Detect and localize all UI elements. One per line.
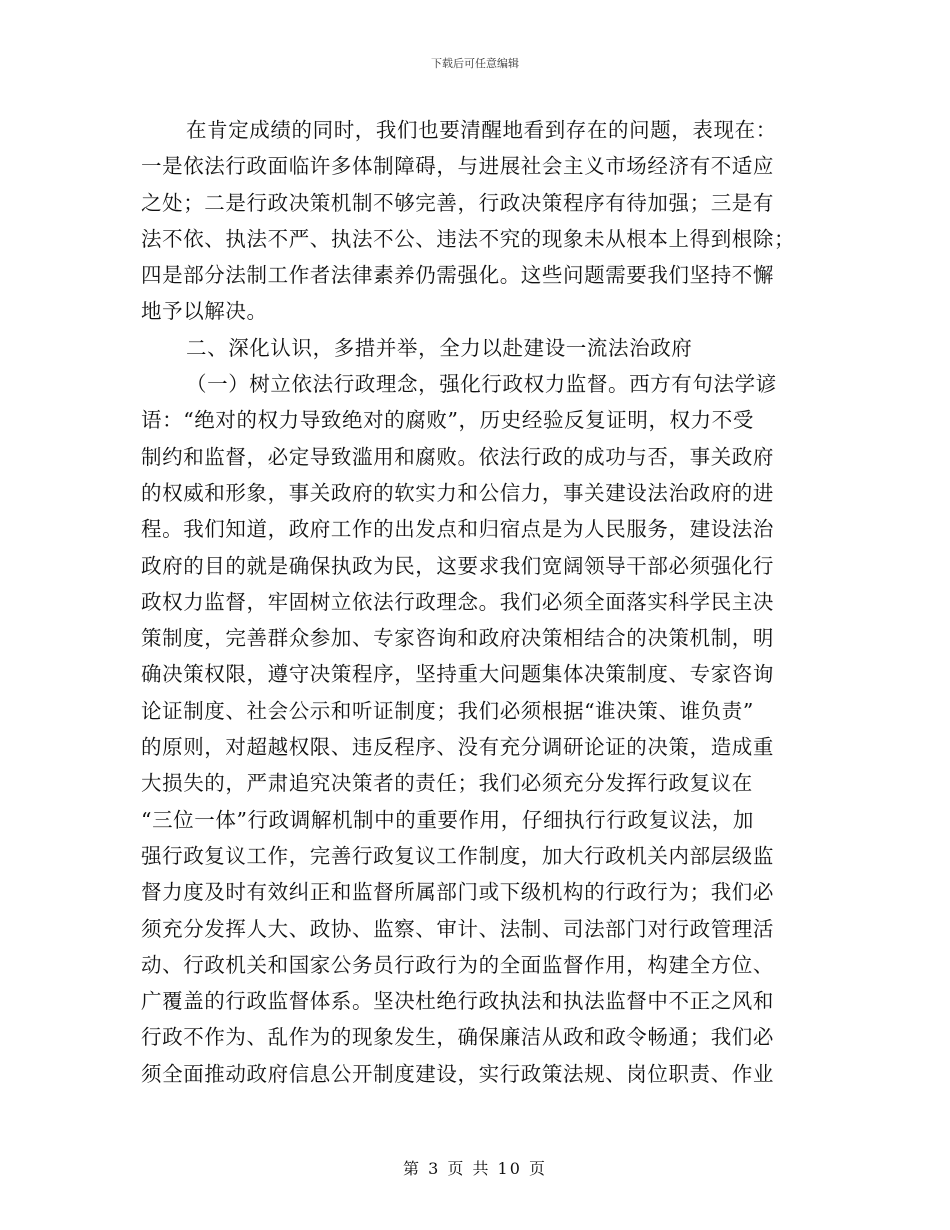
paragraph-line: 之处；二是行政决策机制不够完善，行政决策程序有待加强；三是有 bbox=[141, 190, 774, 215]
paragraph-line: （一）树立依法行政理念，强化行政权力监督。西方有句法学谚 bbox=[186, 372, 777, 397]
paragraph-line: 一是依法行政面临许多体制障碍，与进展社会主义市场经济有不适应 bbox=[141, 154, 774, 179]
paragraph-line: 政府的目的就是确保执政为民，这要求我们宽阔领导干部必须强化行 bbox=[141, 553, 774, 578]
paragraph-line: 语：“绝对的权力导致绝对的腐败”，历史经验反复证明，权力不受 bbox=[141, 408, 754, 433]
paragraph-line: 须全面推动政府信息公开制度建设，实行政策法规、岗位职责、作业 bbox=[141, 1061, 774, 1086]
document-body bbox=[141, 112, 801, 1092]
paragraph-line: 四是部分法制工作者法律素养仍需强化。这些问题需要我们坚持不懈 bbox=[141, 263, 774, 288]
paragraph-line: 的权威和形象，事关政府的软实力和公信力，事关建设法治政府的进 bbox=[141, 480, 774, 505]
paragraph-line: 在肯定成绩的同时，我们也要清醒地看到存在的问题，表现在： bbox=[186, 118, 777, 142]
section-heading: 二、深化认识，多措并举，全力以赴建设一流法治政府 bbox=[186, 335, 693, 360]
paragraph-line: 政权力监督，牢固树立依法行政理念。我们必须全面落实科学民主决 bbox=[141, 589, 774, 614]
paragraph-line: 制约和监督，必定导致滥用和腐败。依法行政的成功与否，事关政府 bbox=[141, 444, 774, 469]
paragraph-line: 论证制度、社会公示和听证制度；我们必须根据“谁决策、谁负责” bbox=[141, 698, 754, 723]
paragraph-line: “三位一体”行政调解机制中的重要作用，仔细执行行政复议法，加 bbox=[141, 807, 754, 832]
paragraph-line: 强行政复议工作，完善行政复议工作制度，加大行政机关内部层级监 bbox=[141, 843, 774, 868]
paragraph-line: 督力度及时有效纠正和监督所属部门或下级机构的行政行为；我们必 bbox=[141, 880, 774, 905]
page-number-footer: 第 3 页 共 10 页 bbox=[403, 1159, 547, 1178]
paragraph-line: 大损失的，严肃追究决策者的责任；我们必须充分发挥行政复议在 bbox=[141, 771, 753, 796]
paragraph-line: 策制度，完善群众参加、专家咨询和政府决策相结合的决策机制，明 bbox=[141, 626, 774, 651]
paragraph-line: 动、行政机关和国家公务员行政行为的全面监督作用，构建全方位、 bbox=[141, 952, 774, 977]
paragraph-line: 法不依、执法不严、执法不公、违法不究的现象未从根本上得到根除； bbox=[141, 226, 796, 251]
paragraph-line: 须充分发挥人大、政协、监察、审计、法制、司法部门对行政管理活 bbox=[141, 916, 774, 941]
paragraph-line: 程。我们知道，政府工作的出发点和归宿点是为人民服务，建设法治 bbox=[141, 517, 774, 542]
paragraph-line: 地予以解决。 bbox=[141, 299, 268, 324]
paragraph-line: 广覆盖的行政监督体系。坚决杜绝行政执法和执法监督中不正之风和 bbox=[141, 989, 774, 1014]
paragraph-line: 行政不作为、乱作为的现象发生，确保廉洁从政和政令畅通；我们必 bbox=[141, 1025, 774, 1050]
page-header: 下载后可任意编辑 bbox=[431, 57, 519, 70]
paragraph-line: 确决策权限，遵守决策程序，坚持重大问题集体决策制度、专家咨询 bbox=[141, 662, 774, 687]
paragraph-line: 的原则，对超越权限、违反程序、没有充分调研论证的决策，造成重 bbox=[141, 735, 774, 760]
